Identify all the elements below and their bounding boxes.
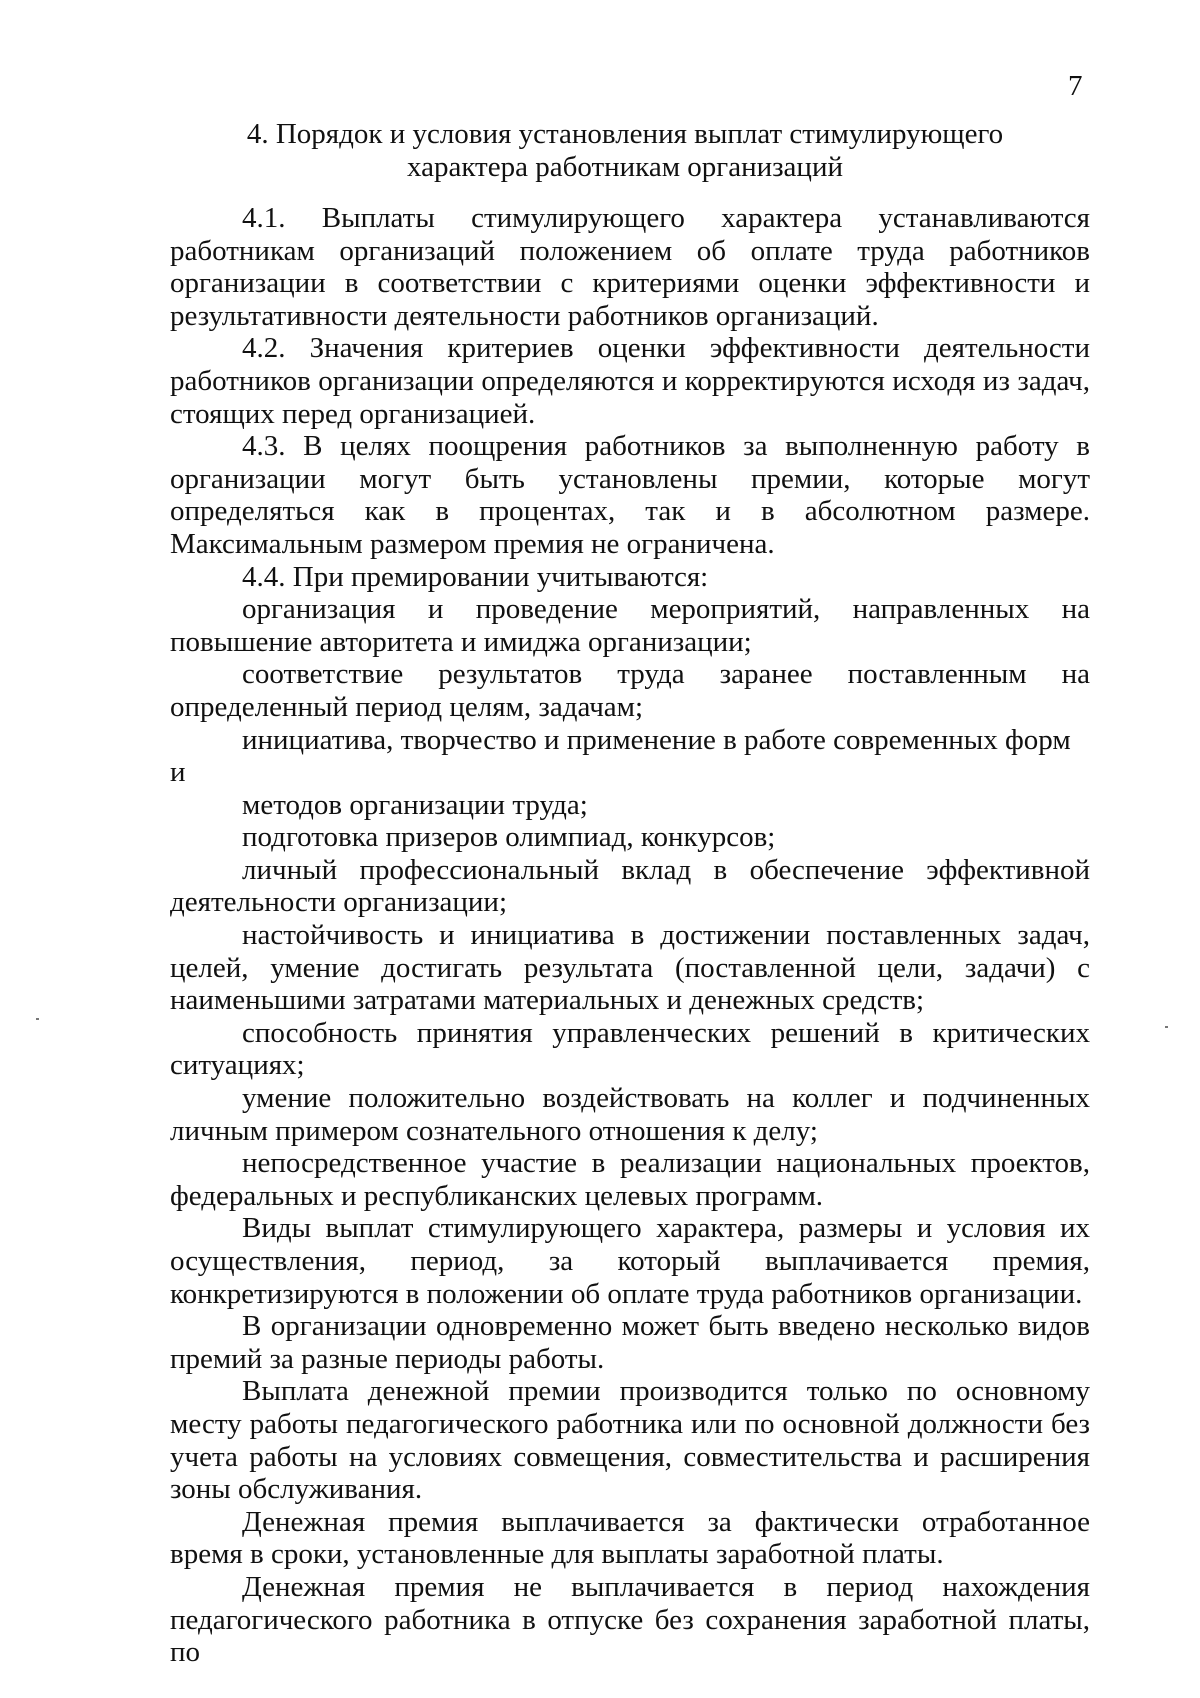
section-title	[160, 118, 1090, 184]
section-title-line-1: 4. Порядок и условия установления выплат стимулирующего	[246, 118, 1004, 150]
paragraph-main-workplace: Выплата денежной премии производится только по основному месту работы педагогического работника или по основной должности без учета работы на условиях совмещения, совместительства и расширения зоны обслуживания.	[170, 1375, 1090, 1506]
criteria-item: соответствие результатов труда заранее поставленным на определенный период целям, задачам;	[170, 658, 1090, 723]
paragraph-multiple-bonuses: В организации одновременно может быть введено несколько видов премий за разные периоды работы.	[170, 1310, 1090, 1375]
criteria-item: умение положительно воздействовать на коллег и подчиненных личным примером сознательного отношения к делу;	[170, 1082, 1090, 1147]
paragraph-4-2: 4.2. Значения критериев оценки эффективности деятельности работников организации определяются и корректируются исходя из задач, стоящих перед организацией.	[170, 332, 1090, 430]
criteria-item: настойчивость и инициатива в достижении поставленных задач, целей, умение достигать результата (поставленной цели, задачи) с наименьшими затратами материальных и денежных средств;	[170, 919, 1090, 1017]
section-title-line-2: характера работникам организаций	[406, 151, 843, 183]
paragraph-bonus-types: Виды выплат стимулирующего характера, размеры и условия их осуществления, период, за который выплачивается премия, конкретизируются в положении об оплате труда работников организации.	[170, 1212, 1090, 1310]
paragraph-no-payment: Денежная премия не выплачивается в период нахождения педагогического работника в отпуске без сохранения заработной платы, по	[170, 1570, 1090, 1669]
paragraph-4-3: 4.3. В целях поощрения работников за выполненную работу в организации могут быть установлены премии, которые могут определяться как в процентах, так и в абсолютном размере. Максимальным размером премия не ограничена.	[170, 430, 1090, 560]
scan-speck	[1165, 1026, 1168, 1028]
criteria-item-continuation: методов организации труда;	[242, 788, 588, 821]
criteria-item: организация и проведение мероприятий, направленных на повышение авторитета и имиджа организации;	[170, 593, 1090, 658]
paragraph-4-1: 4.1. Выплаты стимулирующего характера устанавливаются работникам организаций положением об оплате труда работников организации в соответствии с критериями оценки эффективности и результативности деятельности работников организаций.	[170, 202, 1090, 332]
criteria-item: способность принятия управленческих решений в критических ситуациях;	[170, 1016, 1090, 1082]
criteria-item: подготовка призеров олимпиад, конкурсов;	[242, 821, 776, 854]
criteria-item: личный профессиональный вклад в обеспечение эффективной деятельности организации;	[170, 853, 1090, 919]
page-number: 7	[1068, 70, 1083, 102]
paragraph-4-4: 4.4. При премировании учитываются:	[242, 560, 709, 593]
scan-speck	[36, 1018, 39, 1020]
criteria-item: непосредственное участие в реализации национальных проектов, федеральных и республиканских целевых программ.	[170, 1147, 1090, 1212]
document-body	[170, 202, 1090, 1669]
paragraph-payment-terms: Денежная премия выплачивается за фактически отработанное время в сроки, установленные для выплаты заработной платы.	[170, 1505, 1090, 1571]
criteria-item: инициатива, творчество и применение в работе современных форм и	[170, 723, 1071, 789]
